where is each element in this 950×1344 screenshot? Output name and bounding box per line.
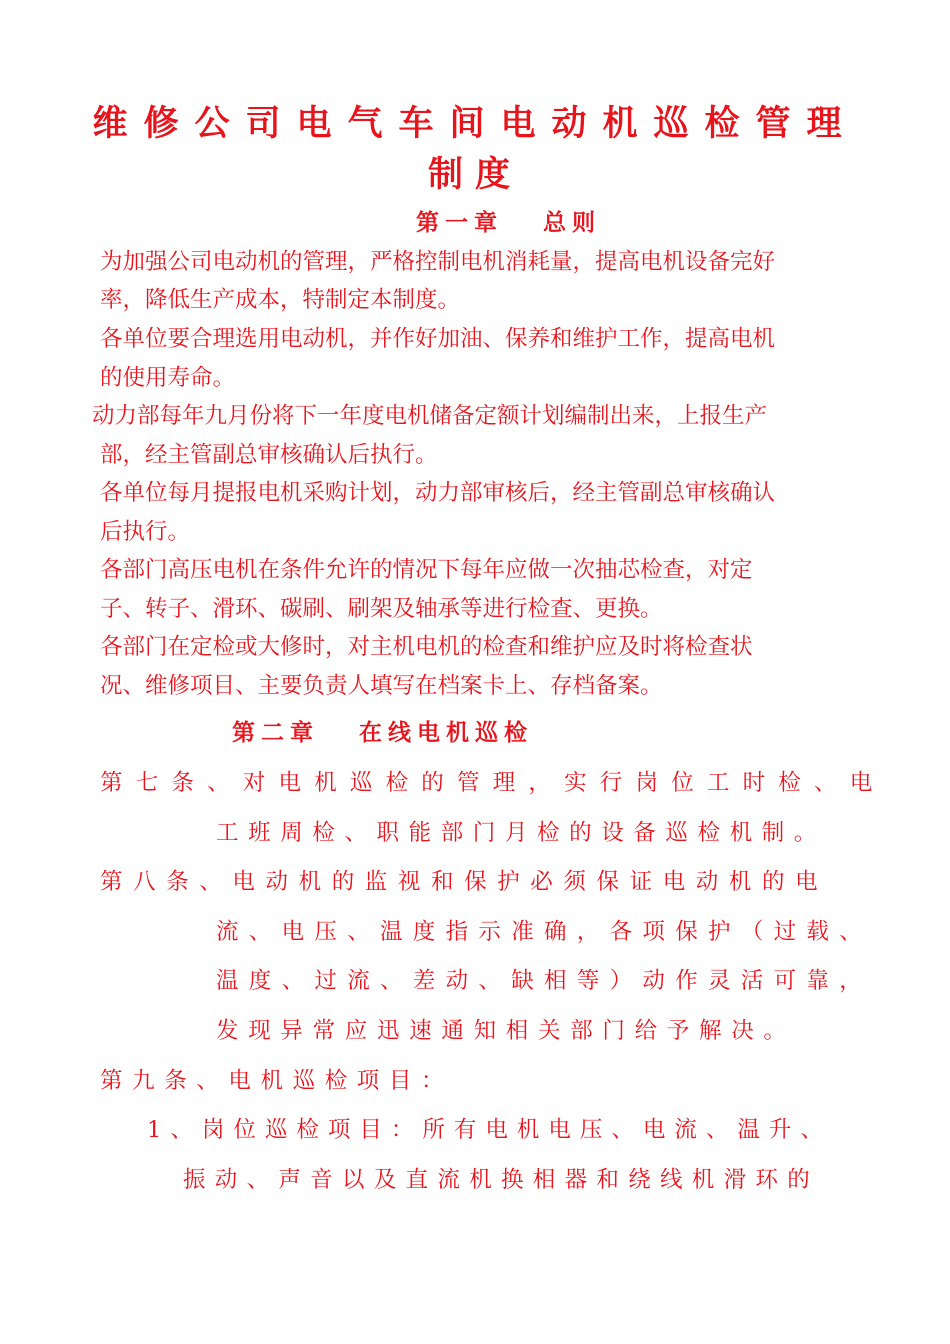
paragraph-5-line-2: 子、转子、滑环、碳刷、刷架及轴承等进行检查、更换。 xyxy=(100,596,663,622)
article-9-line-1: 第九条、电机巡检项目： xyxy=(100,1068,454,1094)
paragraph-5-line-1: 各部门高压电机在条件允许的情况下每年应做一次抽芯检查，对定 xyxy=(100,557,753,583)
paragraph-2-line-2: 的使用寿命。 xyxy=(100,365,236,391)
article-8-line-3: 温度、过流、差动、缺相等）动作灵活可靠， xyxy=(216,968,873,994)
paragraph-3-line-1: 动力部每年九月份将下一年度电机储备定额计划编制出来，上报生产 xyxy=(92,403,768,429)
document-title-line-1: 维修公司电气车间电动机巡检管理 xyxy=(92,104,858,144)
paragraph-1-line-2: 率，降低生产成本，特制定本制度。 xyxy=(100,287,461,313)
article-7-line-2: 工班周检、职能部门月检的设备巡检机制。 xyxy=(216,820,826,846)
item-1-line-1: 1、岗位巡检项目：所有电机电压、电流、温升、 xyxy=(147,1117,832,1143)
paragraph-2-line-1: 各单位要合理选用电动机，并作好加油、保养和维护工作，提高电机 xyxy=(100,326,776,352)
chapter-2-number: 第二章 xyxy=(232,720,319,746)
paragraph-4-line-1: 各单位每月提报电机采购计划，动力部审核后，经主管副总审核确认 xyxy=(100,480,776,506)
chapter-1-number: 第一章 xyxy=(416,210,503,236)
article-7-line-1: 第七条、对电机巡检的管理，实行岗位工时检、电 xyxy=(100,770,886,796)
chapter-1-name: 总则 xyxy=(543,210,601,236)
chapter-2-heading xyxy=(232,718,533,748)
article-8-line-4: 发现异常应迅速通知相关部门给予解决。 xyxy=(216,1018,796,1044)
paragraph-1-line-1: 为加强公司电动机的管理，严格控制电机消耗量，提高电机设备完好 xyxy=(100,249,776,275)
article-8-line-2: 流、电压、温度指示准确，各项保护（过载、 xyxy=(216,919,873,945)
document-title-line-2: 制度 xyxy=(427,155,522,195)
paragraph-6-line-1: 各部门在定检或大修时，对主机电机的检查和维护应及时将检查状 xyxy=(100,634,753,660)
paragraph-3-line-2: 部，经主管副总审核确认后执行。 xyxy=(100,442,438,468)
paragraph-6-line-2: 况、维修项目、主要负责人填写在档案卡上、存档备案。 xyxy=(100,673,663,699)
chapter-1-heading xyxy=(416,208,601,238)
article-8-line-1: 第八条、电动机的监视和保护必须保证电动机的电 xyxy=(100,869,829,895)
chapter-2-name: 在线电机巡检 xyxy=(359,720,533,746)
paragraph-4-line-2: 后执行。 xyxy=(100,519,191,545)
item-1-line-2: 振动、声音以及直流机换相器和绕线机滑环的 xyxy=(183,1167,820,1193)
